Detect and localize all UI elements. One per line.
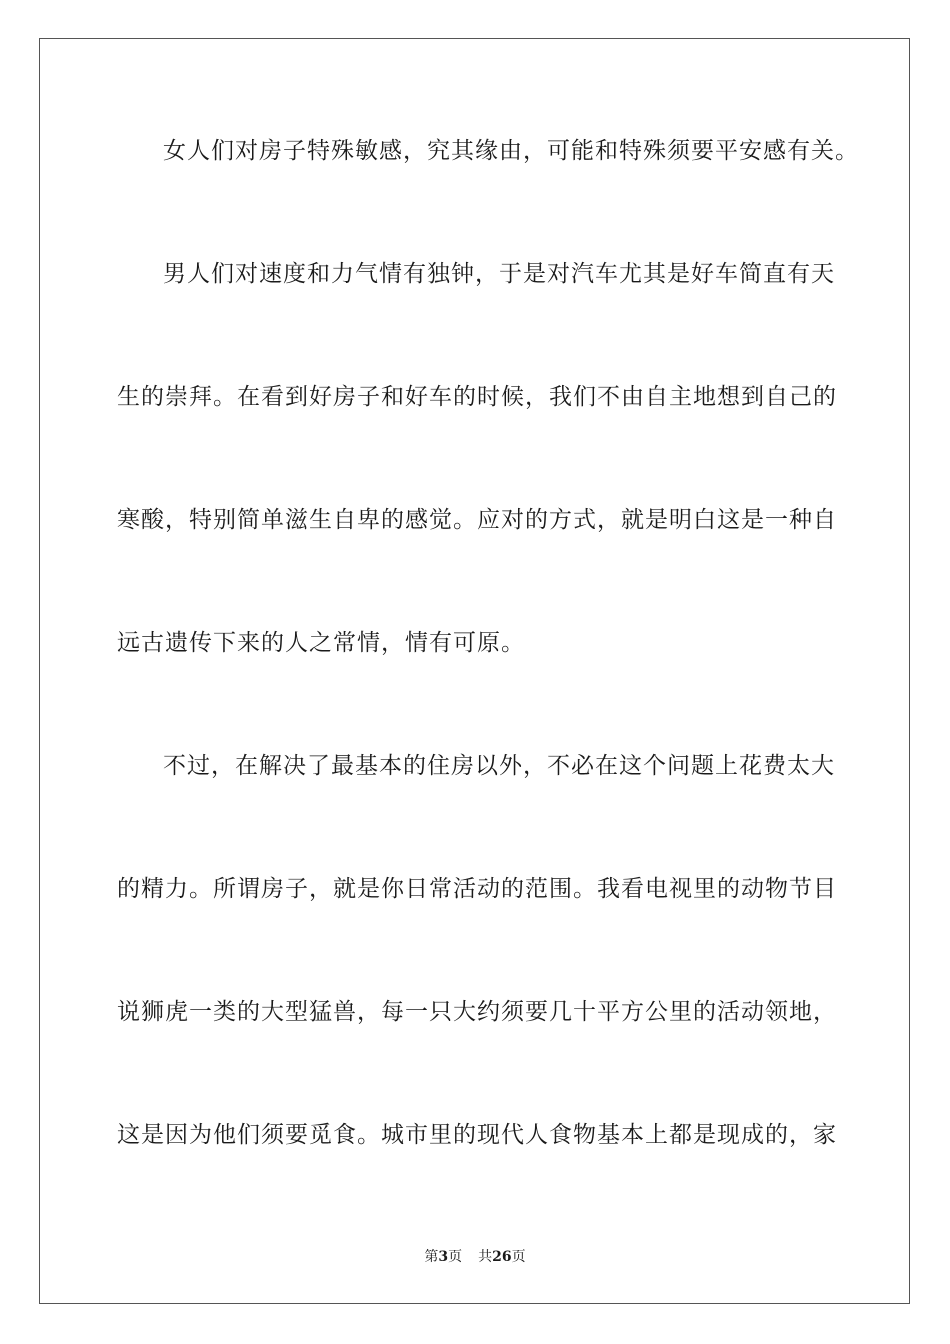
page-border: [39, 38, 910, 1304]
paragraph-1-line-1: 女人们对房子特殊敏感，究其缘由，可能和特殊须要平安感有关。: [163, 138, 859, 164]
paragraph-3-line-3: 说狮虎一类的大型猛兽，每一只大约须要几十平方公里的活动领地，: [117, 999, 837, 1025]
footer-page-suffix: 页: [448, 1249, 463, 1265]
paragraph-2-line-4: 远古遗传下来的人之常情，情有可原。: [117, 630, 525, 656]
footer-total-prefix: 共: [478, 1249, 493, 1265]
paragraph-2-line-3: 寒酸，特别简单滋生自卑的感觉。应对的方式，就是明白这是一种自: [117, 507, 837, 533]
page-footer: [0, 1247, 950, 1267]
paragraph-2-line-1: 男人们对速度和力气情有独钟，于是对汽车尤其是好车简直有天: [163, 261, 835, 287]
footer-total-pages: 26: [492, 1249, 512, 1265]
paragraph-3-line-1: 不过，在解决了最基本的住房以外，不必在这个问题上花费太大: [163, 753, 835, 779]
paragraph-3-line-4: 这是因为他们须要觅食。城市里的现代人食物基本上都是现成的，家: [117, 1122, 837, 1148]
footer-total-suffix: 页: [511, 1249, 526, 1265]
paragraph-2-line-2: 生的崇拜。在看到好房子和好车的时候，我们不由自主地想到自己的: [117, 384, 837, 410]
footer-page-prefix: 第: [424, 1249, 439, 1265]
footer-page-number: 3: [438, 1249, 449, 1265]
paragraph-3-line-2: 的精力。所谓房子，就是你日常活动的范围。我看电视里的动物节目: [117, 876, 837, 902]
